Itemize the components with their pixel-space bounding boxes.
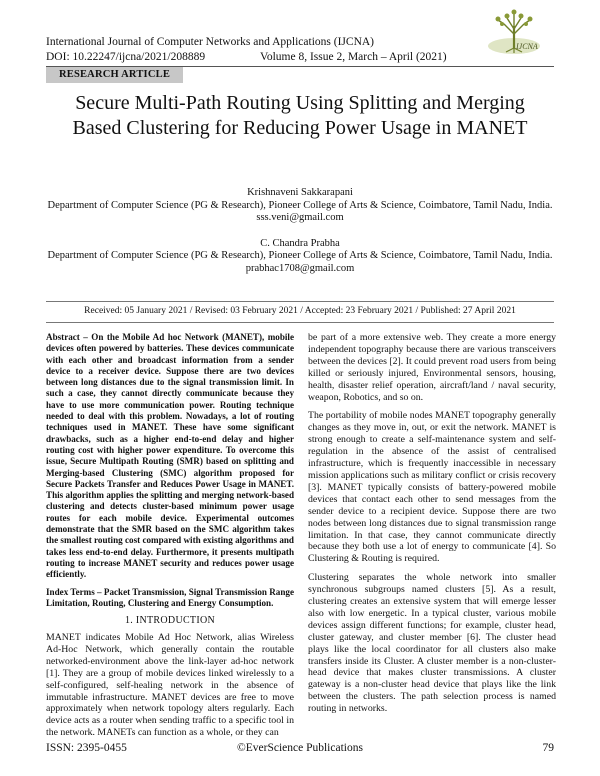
body-paragraph: The portability of mobile nodes MANET topography generally changes as they move in, out, or exit the network. MANET is strong enough to create a self-maintenance system and self-regulation in the absence of the assist of centralised infrastructure, which is frequently inaccessible in necessary mission applications such as military conflict or crisis recovery [3]. MANET typically consists of battery-powered mobile devices that contact each other to send messages from the sender device to a recipient device. Suppose there are two nodes between long distances due to signal transmission range limitation. In that case, they cannot communicate directly because they both use a lot of energy to communicate [4]. So Clustering & Routing is required. bbox=[308, 410, 556, 565]
section-heading: 1. INTRODUCTION bbox=[124, 615, 216, 627]
page-number: 79 bbox=[542, 742, 554, 754]
author-name: C. Chandra Prabha bbox=[260, 237, 340, 249]
divider bbox=[46, 301, 554, 302]
author-affiliation: Department of Computer Science (PG & Research), Pioneer College of Arts & Science, Coimbatore, Tamil Nadu, India. bbox=[47, 250, 553, 261]
paper-title: Secure Multi-Path Routing Using Splitting and Merging Based Clustering for Reducing Power Usage in MANET bbox=[72, 92, 528, 139]
footer-publisher: ©EverScience Publications bbox=[237, 742, 363, 754]
author-block bbox=[40, 187, 560, 275]
footer-issn: ISSN: 2395-0455 bbox=[46, 742, 127, 754]
right-column bbox=[308, 332, 556, 722]
journal-logo bbox=[476, 4, 552, 58]
author-affiliation: Department of Computer Science (PG & Research), Pioneer College of Arts & Science, Coimbatore, Tamil Nadu, India. bbox=[47, 199, 553, 211]
logo-text: IJCNA bbox=[516, 42, 538, 51]
left-column bbox=[46, 332, 294, 746]
author-name: Krishnaveni Sakkarapani bbox=[247, 187, 353, 198]
body-paragraph: MANET indicates Mobile Ad Hoc Network, alias Wireless Ad-Hoc Network, which generally contain the routable networked-environment above the link-layer ad-hoc network [1]. They are a group of mobile devices linked wirelessly to a self-configured, self-healing network in the absence of immutable infrastructure. MANET devices are free to move approximately when network topology alters regularly. Each device acts as a router when sending traffic to a specific tool in the network. MANETs can function as a whole, or they can bbox=[46, 632, 294, 739]
body-paragraph: Clustering separates the whole network into smaller synchronous subgroups named clusters [5]. As a result, clustering creates an extensive system that will emerge lesser also with low energetic. In a typical cluster, various mobile devices assign different functions; for example, cluster head, cluster gateway, and cluster member [6]. The cluster head plays like the local coordinator for all clusters also make transfers inside its Cluster. A cluster member is a non-cluster-head device that makes cluster transmissions. A cluster gateway is a non-cluster head device that plays like the link between the clusters. The path selection process is named routing in networks. bbox=[308, 572, 556, 715]
journal-name: International Journal of Computer Networks and Applications (IJCNA) bbox=[46, 36, 375, 48]
doi: DOI: 10.22247/ijcna/2021/208889 bbox=[46, 51, 206, 63]
author-email[interactable]: prabhac1708@gmail.com bbox=[245, 262, 355, 274]
body-paragraph: be part of a more extensive web. They create a more energy independent topography because there are various transceivers between the devices [2]. It could prevent road users from being killed or seriously injured, Environmental sensors, housing, health, disaster relief operation, aircraft/land / naval security, weapon, Robotics, and so on. bbox=[308, 332, 556, 403]
tree-logo-icon bbox=[476, 4, 552, 58]
index-terms: Index Terms – Packet Transmission, Signal Transmission Range Limitation, Routing, Clustering and Energy Consumption. bbox=[46, 586, 294, 608]
author-email[interactable]: sss.veni@gmail.com bbox=[256, 212, 344, 223]
received-dates: Received: 05 January 2021 / Revised: 03 February 2021 / Accepted: 23 February 2021 / Published: 27 April 2021 bbox=[84, 306, 516, 316]
divider bbox=[46, 322, 554, 323]
abstract: Abstract – On the Mobile Ad hoc Network (MANET), mobile devices often powered by batteries. These devices communicate with each other and broadcast information from a sender device to a receiver device. Suppose there are two devices between long distances due to the signal transmission limit. In such a case, they cannot directly communicate because they have to use more communication power. Routing technique needed to deal with this problem. Nowadays, a lot of routing techniques used in MANET. These have some significant drawbacks, such as a higher end-to-end delay and higher routing cost with higher power expenditure. To overcome this issue, Secure Multipath Routing (SMR) based on splitting and Merging-based Clustering (SMC) algorithm proposed for Secure Packets Transfer and Reduces Power Usage in MANET. This algorithm applies the splitting and merging network-based clustering and detects cluster-based minimum power usage routes for each mobile device. Experimental outcomes demonstrate that the SMR based on the SMC algorithm takes the smallest routing cost compared with existing algorithms and takes less end-to-end delay. Furthermore, it presents multipath routing to increase MANET security and reduces power usage efficiently. bbox=[46, 332, 294, 580]
article-type-banner: RESEARCH ARTICLE bbox=[46, 67, 183, 83]
volume-issue: Volume 8, Issue 2, March – April (2021) bbox=[260, 51, 447, 63]
